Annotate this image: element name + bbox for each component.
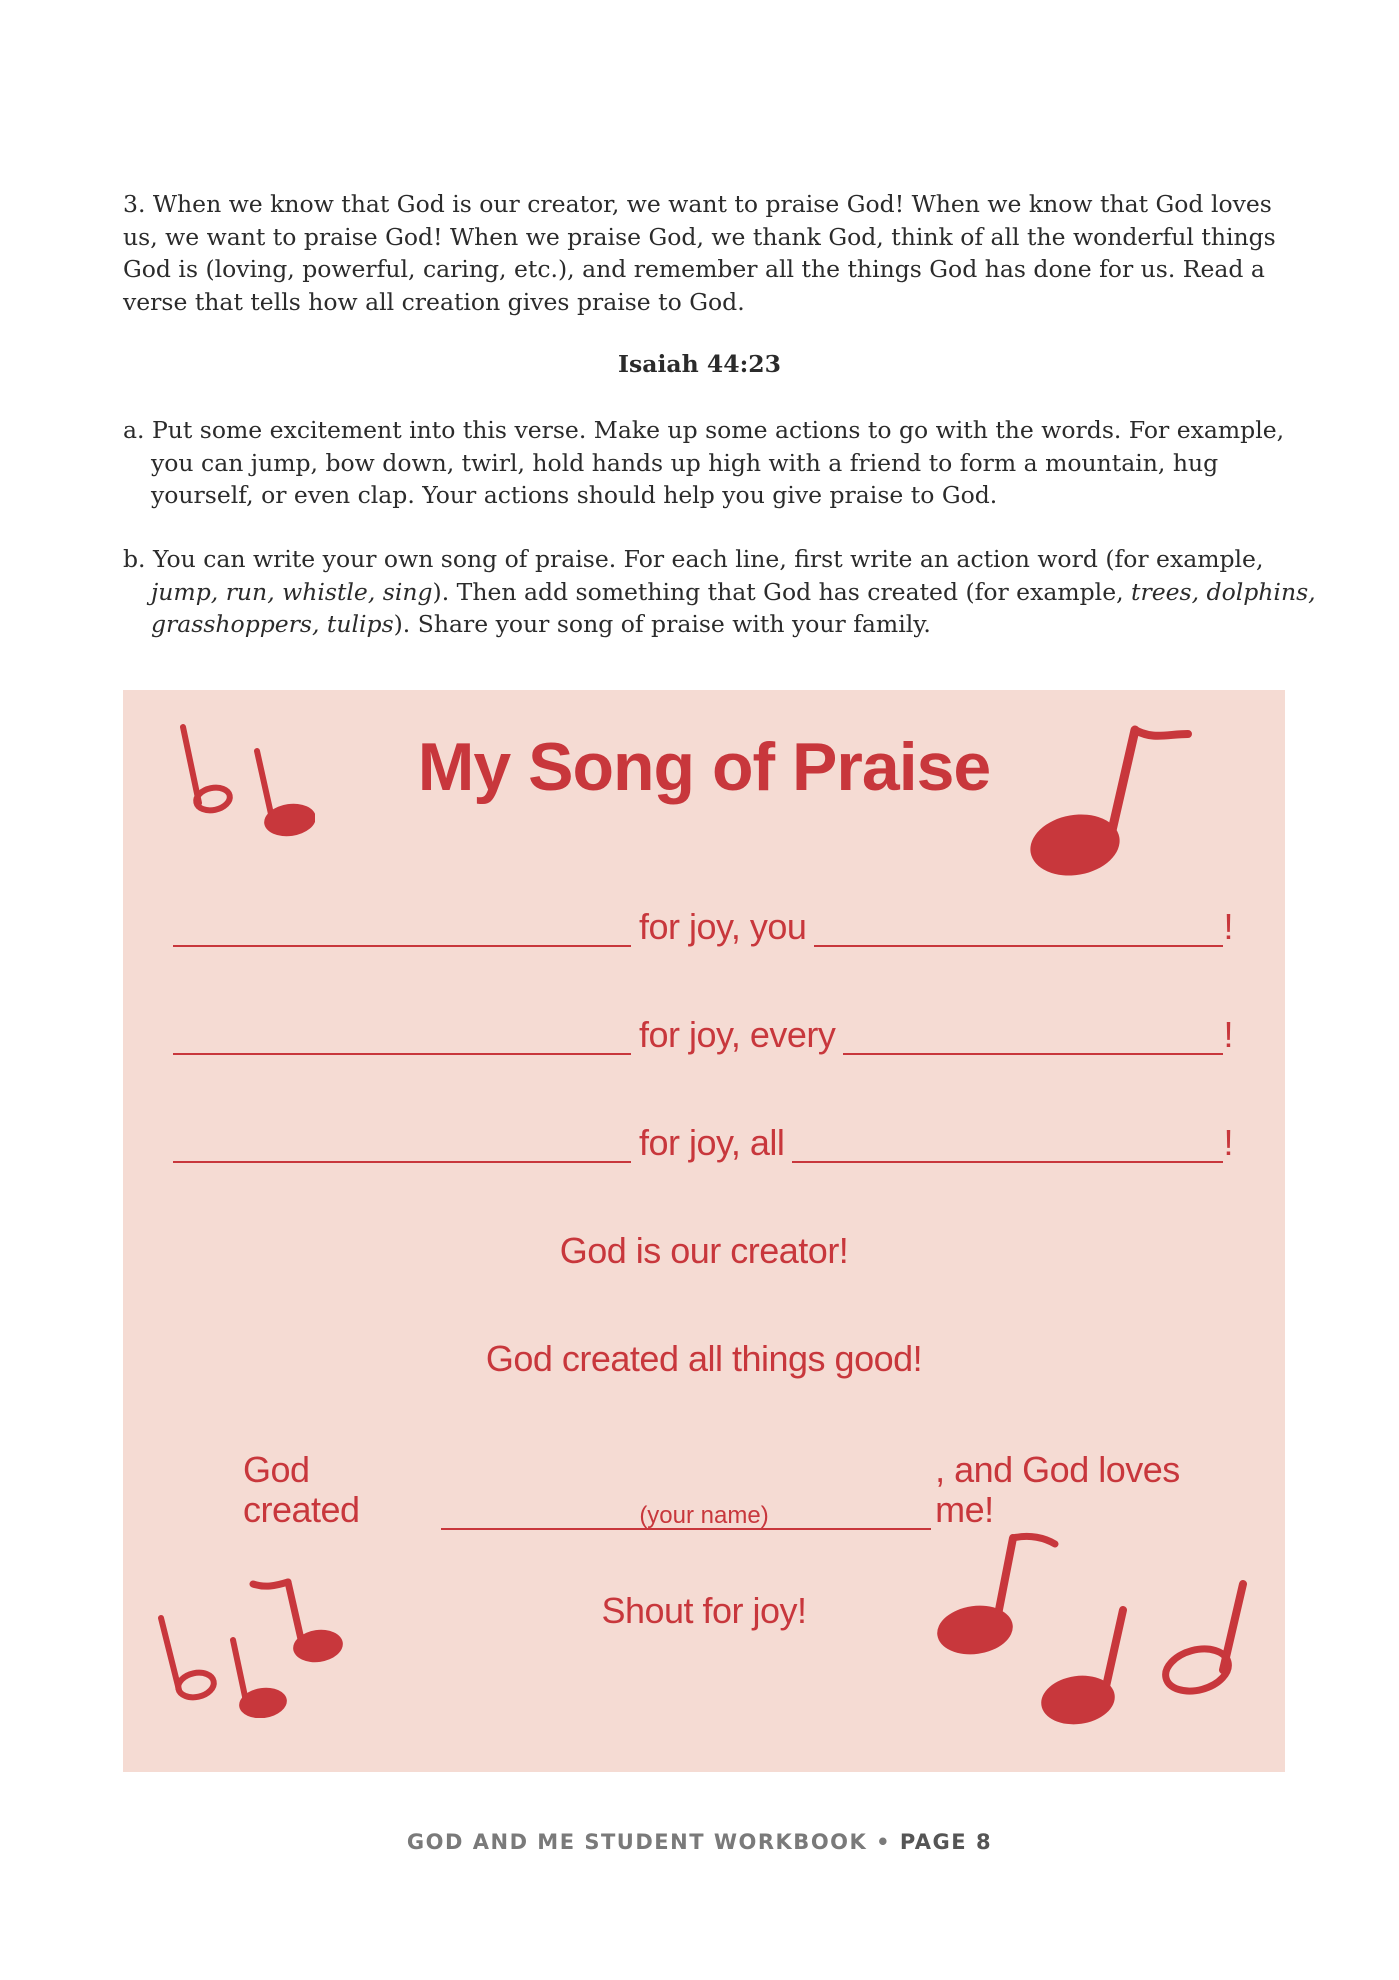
song-line-2 xyxy=(173,1015,1233,1055)
intro-paragraph: 3. When we know that God is our creator, we want to praise God! When we know that God loves us, we want to praise God! When we praise God, we thank God, think of all the wonderful things God is (loving, powerful, caring, etc.), and remember all the things God has done for us. Read a verse that tells how all creation gives praise to God. xyxy=(123,190,1276,316)
action-word-blank-3[interactable] xyxy=(173,1127,631,1163)
action-word-blank-1[interactable] xyxy=(173,911,631,947)
creation-blank-1[interactable] xyxy=(814,911,1223,947)
name-line-suffix: , and God loves me! xyxy=(935,1449,1180,1530)
instruction-item-a: a. Put some excitement into this verse. Make up some actions to go with the words. For example, you can jump, bow down, twirl, hold hands up high with a friend to form a mountain, hug yourself, or even clap. Your actions should help you give praise to God. xyxy=(123,416,1285,509)
creation-blank-3[interactable] xyxy=(792,1127,1223,1163)
item-b-text-1: b. You can write your own song of praise. For each line, first write an action word (for example, xyxy=(123,545,1264,573)
instruction-item-b xyxy=(123,543,1326,641)
song-line-1 xyxy=(173,907,1233,947)
item-b-text-2: ). Then add something that God has created (for example, xyxy=(432,577,1132,606)
exclamation-mark: ! xyxy=(1223,906,1233,947)
song-line-2-text: for joy, every xyxy=(639,1014,836,1055)
song-line-3 xyxy=(173,1123,1233,1163)
exclamation-mark: ! xyxy=(1223,1122,1233,1163)
verse-reference: Isaiah 44:23 xyxy=(618,350,781,378)
song-title: My Song of Praise xyxy=(417,729,991,805)
item-b-example-creations: trees, dolphins, grasshoppers, tulips xyxy=(151,577,1316,638)
music-note-icon xyxy=(1028,720,1193,880)
item-b-example-actions: jump, run, whistle, sing xyxy=(151,577,433,606)
song-of-praise-panel xyxy=(123,690,1285,1772)
double-music-note-icon xyxy=(935,1530,1285,1730)
closing-line: Shout for joy! xyxy=(601,1590,807,1631)
creation-blank-2[interactable] xyxy=(843,1019,1223,1055)
your-name-hint: (your name) xyxy=(639,1502,769,1529)
footer-title: GOD AND ME STUDENT WORKBOOK xyxy=(406,1830,868,1854)
item-b-text-3: ). Share your song of praise with your family. xyxy=(393,610,931,638)
page-footer xyxy=(0,1830,1399,1854)
creator-line: God is our creator! xyxy=(559,1230,849,1271)
name-line-prefix: God created xyxy=(243,1449,360,1530)
good-line: God created all things good! xyxy=(485,1338,923,1379)
song-line-3-text: for joy, all xyxy=(639,1122,785,1163)
action-word-blank-2[interactable] xyxy=(173,1019,631,1055)
footer-page-number: PAGE 8 xyxy=(899,1830,993,1854)
song-line-1-text: for joy, you xyxy=(639,906,807,947)
footer-separator: • xyxy=(867,1830,900,1854)
exclamation-mark: ! xyxy=(1223,1014,1233,1055)
